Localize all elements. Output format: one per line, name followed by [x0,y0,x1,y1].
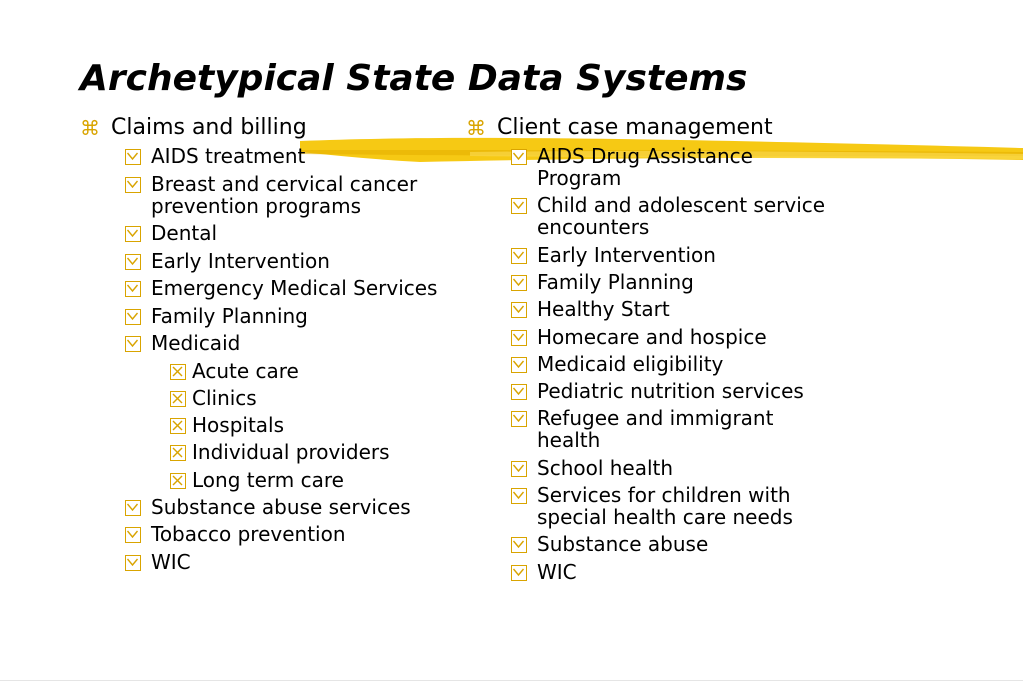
left-list-item: Dental [151,221,218,245]
right-list-item: special health care needs [537,505,793,529]
right-list-item: Services for children with [537,483,791,507]
checked-box-icon [125,177,141,193]
right-heading: Client case management [497,115,773,140]
checked-box-icon [125,149,141,165]
command-key-icon: ⌘ [466,116,486,140]
checked-box-icon [125,500,141,516]
left-list-item: Emergency Medical Services [151,276,438,300]
checked-box-icon [511,461,527,477]
right-list-item: Homecare and hospice [537,324,767,349]
checked-box-icon [511,248,527,264]
left-list-item: Family Planning [151,303,308,328]
right-list-item: Pediatric nutrition services [537,379,804,404]
checked-box-icon [125,336,141,352]
right-list-item: Substance abuse [537,532,709,557]
slide-title: Archetypical State Data Systems [80,58,748,99]
checked-box-icon [125,254,141,270]
left-list-item: prevention programs [151,193,362,218]
checked-box-icon [511,330,527,346]
checked-box-icon [511,302,527,318]
right-list-item: Early Intervention [537,242,716,267]
right-list-item: School health [537,455,674,480]
x-box-icon [170,473,186,489]
right-list-item: Healthy Start [537,297,670,322]
checked-box-icon [511,149,527,165]
right-list-item: AIDS Drug Assistance [537,144,753,168]
right-list-item: WIC [537,559,577,584]
sub-list-item: Acute care [192,358,299,383]
x-box-icon [170,445,186,461]
sub-list-item: Individual providers [192,440,390,465]
x-box-icon [170,364,186,380]
checked-box-icon [511,411,527,427]
left-list-item: Medicaid [151,331,241,355]
checked-box-icon [511,275,527,291]
left-list-item: WIC [151,549,191,574]
right-list-item: Family Planning [537,269,694,294]
checked-box-icon [125,527,141,543]
left-list-item: Substance abuse services [151,495,411,519]
checked-box-icon [125,281,141,297]
x-box-icon [170,391,186,407]
x-box-icon [170,418,186,434]
left-list-item: AIDS treatment [151,144,306,168]
checked-box-icon [511,537,527,553]
right-list-item: Medicaid eligibility [537,351,724,376]
sub-list-item: Clinics [192,385,257,410]
sub-list-item: Long term care [192,467,344,492]
left-list-item: Early Intervention [151,248,330,273]
right-list-item: Refugee and immigrant [537,406,774,431]
checked-box-icon [511,384,527,400]
checked-box-icon [125,309,141,325]
right-list-item: health [537,428,601,453]
left-list-item: Tobacco prevention [151,522,346,547]
right-list-item: encounters [537,215,650,240]
checked-box-icon [125,226,141,242]
checked-box-icon [125,555,141,571]
left-heading: Claims and billing [111,115,307,140]
right-list-item: Child and adolescent service [537,193,826,218]
sub-list-item: Hospitals [192,413,285,438]
checked-box-icon [511,357,527,373]
checked-box-icon [511,565,527,581]
checked-box-icon [511,488,527,504]
bottom-divider [0,680,1023,681]
right-list-item: Program [537,166,622,190]
command-key-icon: ⌘ [80,116,100,140]
checked-box-icon [511,198,527,214]
left-list-item: Breast and cervical cancer [151,171,418,196]
